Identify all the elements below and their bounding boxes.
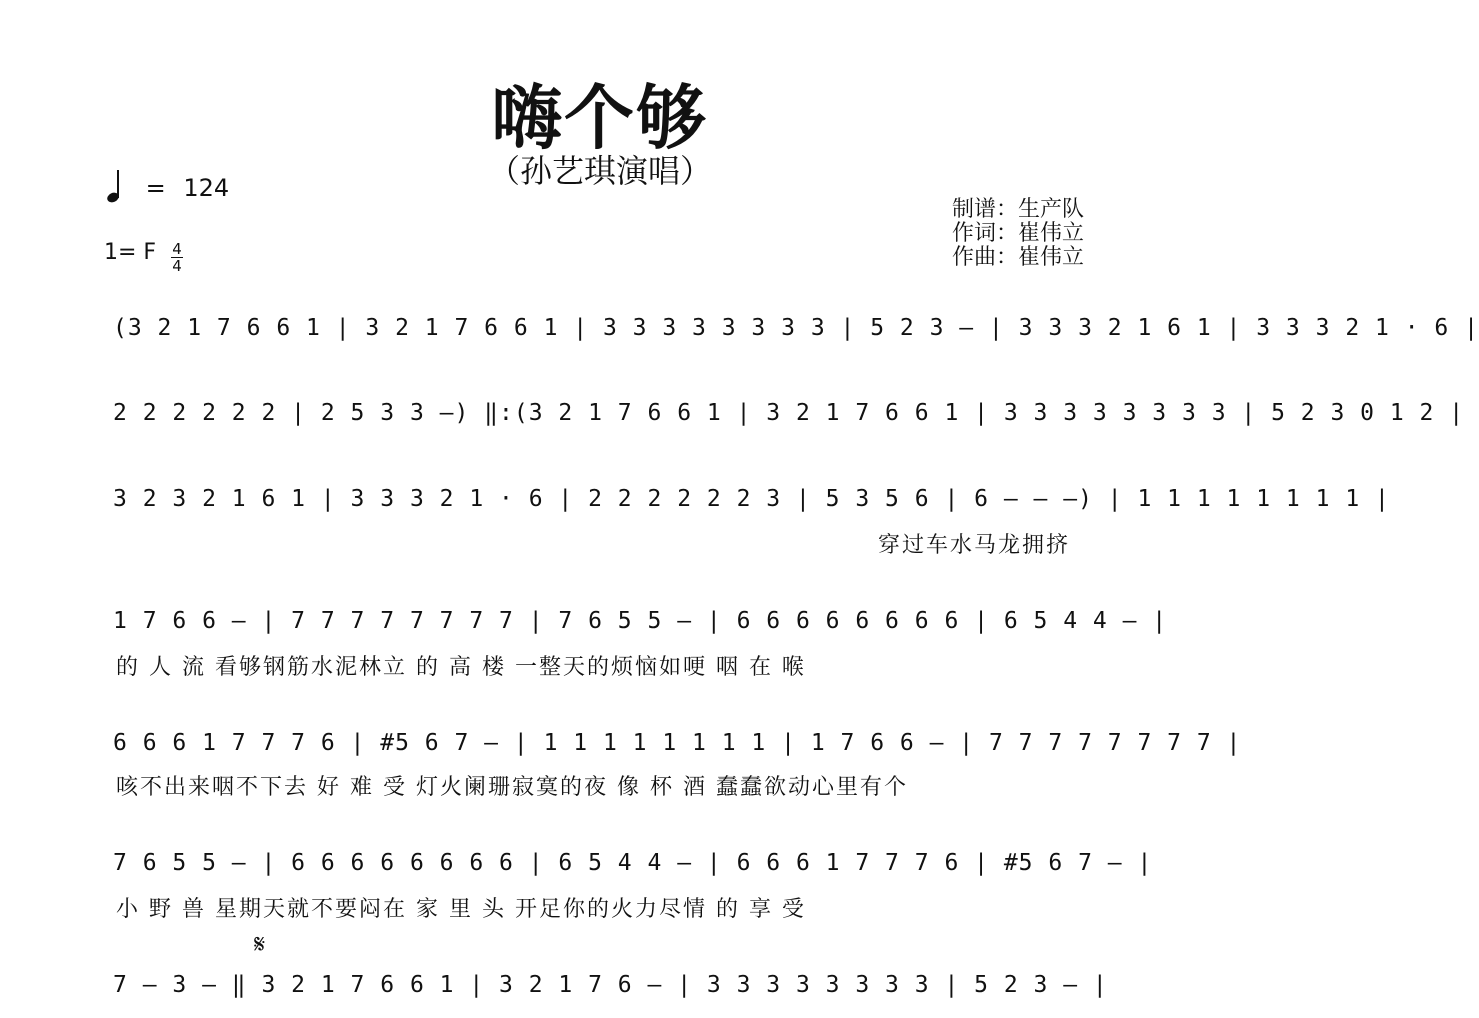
- lyric-line-2: 的 人 流 看够钢筋水泥林立 的 高 楼 一整天的烦恼如哽 咽 在 喉: [116, 655, 806, 680]
- tempo-marking: [106, 170, 229, 202]
- score-line-2: 2 2 2 2 2 2 | 2 5 3 3 —) ‖:(3 2 1 7 6 6 1 | 3 2 1 7 6 6 1 | 3 3 3 3 3 3 3 3 | 5 2 3 0 1 2 |: [113, 400, 1465, 426]
- credits: [952, 198, 1084, 270]
- tempo-bpm: 124: [183, 174, 230, 202]
- quarter-note-icon: [106, 170, 124, 202]
- score-line-3: 3 2 3 2 1 6 1 | 3 3 3 2 1 · 6 | 2 2 2 2 2 2 3 | 5 3 5 6 | 6 — — —) | 1 1 1 1 1 1 1 1 |: [113, 486, 1390, 512]
- score-line-6: 7 6 5 5 — | 6 6 6 6 6 6 6 6 | 6 5 4 4 — | 6 6 6 1 7 7 7 6 | #5 6 7 — |: [113, 850, 1153, 876]
- credit-composer: 作曲：崔伟立: [952, 245, 1085, 270]
- score-line-5: 6 6 6 1 7 7 7 6 | #5 6 7 — | 1 1 1 1 1 1 1 1 | 1 7 6 6 — | 7 7 7 7 7 7 7 7 |: [113, 730, 1242, 756]
- score-line-7: 7 — 3 — ‖ 3 2 1 7 6 6 1 | 3 2 1 7 6 — | 3 3 3 3 3 3 3 3 | 5 2 3 — |: [113, 972, 1108, 998]
- lyric-line-3: 咳不出来咽不下去 好 难 受 灯火阑珊寂寞的夜 像 杯 酒 蠢蠢欲动心里有个: [116, 775, 908, 800]
- time-sig-bottom: 4: [172, 257, 182, 275]
- credit-arranger: 制谱：生产队: [952, 197, 1085, 222]
- performer-subtitle: （孙艺琪演唱）: [487, 152, 712, 190]
- score-line-4: 1 7 6 6 — | 7 7 7 7 7 7 7 7 | 7 6 5 5 — | 6 6 6 6 6 6 6 6 | 6 5 4 4 — |: [113, 608, 1168, 634]
- key-label: 1= F: [104, 240, 157, 265]
- key-signature: [104, 240, 183, 274]
- score-line-1: (3 2 1 7 6 6 1 | 3 2 1 7 6 6 1 | 3 3 3 3 3 3 3 3 | 5 2 3 — | 3 3 3 2 1 6 1 | 3 3 3 2 1 · 6 |: [113, 315, 1479, 341]
- lyric-line-4: 小 野 兽 星期天就不要闷在 家 里 头 开足你的火力尽情 的 享 受: [116, 897, 806, 922]
- time-sig-top: 4: [172, 240, 182, 258]
- time-signature: [171, 241, 183, 274]
- credit-lyricist: 作词：崔伟立: [952, 221, 1085, 246]
- tempo-equals: =: [145, 174, 166, 202]
- song-title: 嗨个够: [492, 77, 708, 159]
- lyric-line-1: 穿过车水马龙拥挤: [878, 533, 1071, 558]
- segno-sign: 𝄋: [254, 930, 266, 960]
